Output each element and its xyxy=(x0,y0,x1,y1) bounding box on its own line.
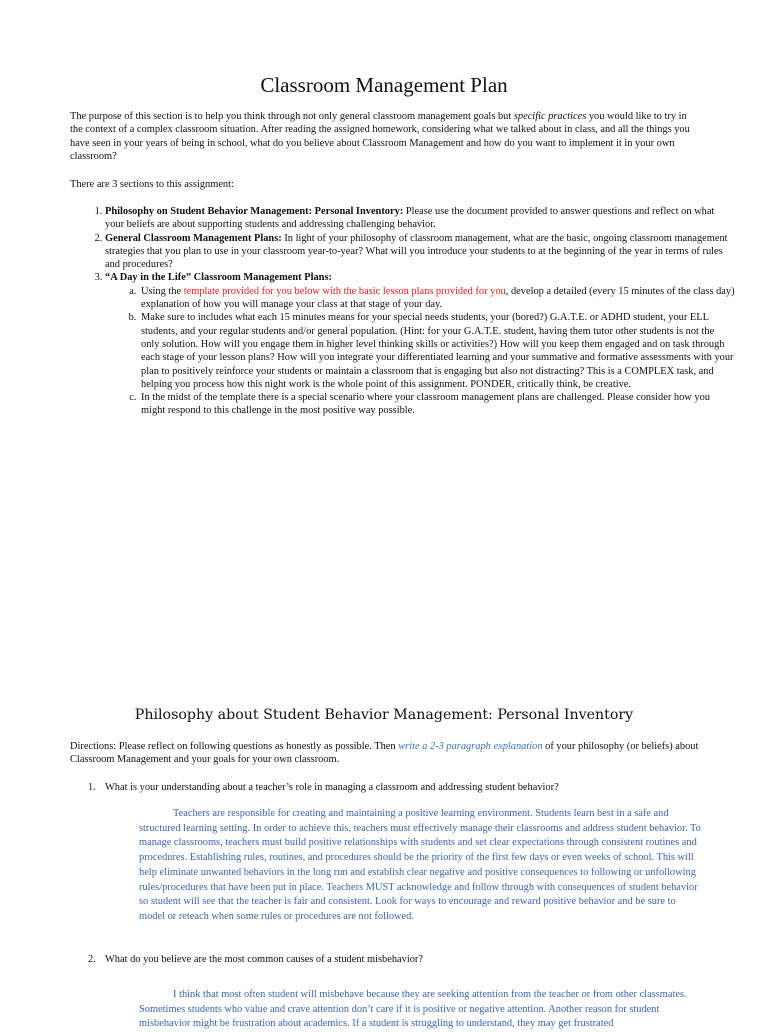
directions-text-2: of your philosophy (or beliefs) about Classroom Management and your goals for your own classroom. xyxy=(70,741,699,766)
question-text: What do you believe are the most common causes of a student misbehavior? xyxy=(105,954,423,965)
section-heading: General Classroom Management Plans: xyxy=(105,232,282,244)
page-title: Classroom Management Plan xyxy=(260,73,508,97)
list-item xyxy=(105,232,735,272)
question-number: 1. xyxy=(88,782,96,793)
answer-2: I think that most often student will misbehave because they are seeking attention from the teacher or from other classmates. Sometimes students who value and crave attention don’t care if it is positive or negative attention. Another reason for student misbehavior might be frustration about academics. If a student is struggling to understand, they may get frustrated xyxy=(139,989,687,1030)
subitem-b: b. Make sure to includes what each 15 minutes means for your special needs students, your (bored?) G.A.T.E. or ADHD student, your ELL students, and your regular students and/or general population. (Hint: for your G.A.T.E. student, having them tutor other students is not the only solution. How will you engage them in higher level thinking skills or activities?) How will you keep them engaged and on task through each stage of your lesson plans? How will you integrate your differentiated learning and your summative and formative assessments with your plan to positively reinforce your students or maintain a classroom that is engaging but also not distracting? This is a COMPLEX task, and helping you process how this night work is the whole point of this assignment. PONDER, critically think, be creative. xyxy=(139,311,735,391)
directions-text-1: Directions: Please reflect on following questions as honestly as possible. Then xyxy=(70,741,399,752)
question-number: 2. xyxy=(88,954,96,965)
section-text: In light of your philosophy of classroom management, what are the basic, ongoing classroom management strategies that you plan to use in your classroom year-to-year? What will you introduce your students to at the beginning of the year in terms of rules and procedures? xyxy=(105,232,728,271)
subitem-a xyxy=(139,285,735,312)
sections-list xyxy=(70,205,735,418)
section-text: Please use the document provided to answer questions and reflect on what your beliefs are about supporting students and addressing challenging behavior. xyxy=(105,206,715,231)
question-1 xyxy=(88,781,700,794)
list-item xyxy=(105,271,735,417)
intro-paragraph xyxy=(70,110,700,164)
philosophy-heading: Philosophy about Student Behavior Management: Personal Inventory xyxy=(134,707,634,723)
subitem-a-text-1: Using the xyxy=(141,285,184,297)
subitem-c: c. In the midst of the template there is a special scenario where your classroom management plans are challenged. Please consider how you might respond to this challenge in the most positive way possible. xyxy=(139,391,735,418)
section-heading: Philosophy on Student Behavior Management: Personal Inventory: xyxy=(105,206,404,217)
answer-1: Teachers are responsible for creating and maintaining a positive learning environment. Students learn best in a safe and structured learning setting. In order to achieve this, teachers must effectively manage their classrooms and address student behavior. To manage classrooms, teachers must build positive relationships with students and set clear expectations through consistent routines and procedures. Establishing rules, routines, and procedures should be the priority of the first few days or even weeks of school. This will help eliminate unwanted behaviors in the long run and establish clear negative and positive consequences to following or unfollowing rules/procedures that have been put in place. Teachers MUST acknowledge and follow through with consequences of student behavior so student will see that the teacher is fair and consistent. Look for ways to encourage and reward positive behavior and be sure to model or reteach when some rules or procedures are not followed. xyxy=(139,808,701,922)
intro-text-2: you would like to try in the context of a complex classroom situation. After reading the assigned homework, considering what we talked about in class, and all the things you have seen in your years of being in school, what do you believe about Classroom Management and how do you want to implement it in your own classroom? xyxy=(70,111,690,163)
directions-paragraph xyxy=(70,740,700,767)
intro-text-1: The purpose of this section is to help you think through not only general classroom management goals but xyxy=(70,111,514,122)
directions-emphasis: write a 2-3 paragraph explanation xyxy=(398,741,543,752)
question-text: What is your understanding about a teacher’s role in managing a classroom and addressing student behavior? xyxy=(105,782,559,793)
subitems-list xyxy=(105,285,735,418)
question-2 xyxy=(88,953,700,966)
section-heading: “A Day in the Life” Classroom Management Plans: xyxy=(105,272,332,284)
template-reference-red-text: template provided for you below with the basic lesson plans provided for you xyxy=(183,285,506,297)
sections-count-text: There are 3 sections to this assignment: xyxy=(70,179,234,190)
list-item xyxy=(105,205,735,232)
intro-italic-text: specific practices xyxy=(513,111,587,122)
subitem-a-text-2: , develop a detailed (every 15 minutes of the class day) explanation of how you will manage your class at that stage of your day. xyxy=(141,285,735,311)
